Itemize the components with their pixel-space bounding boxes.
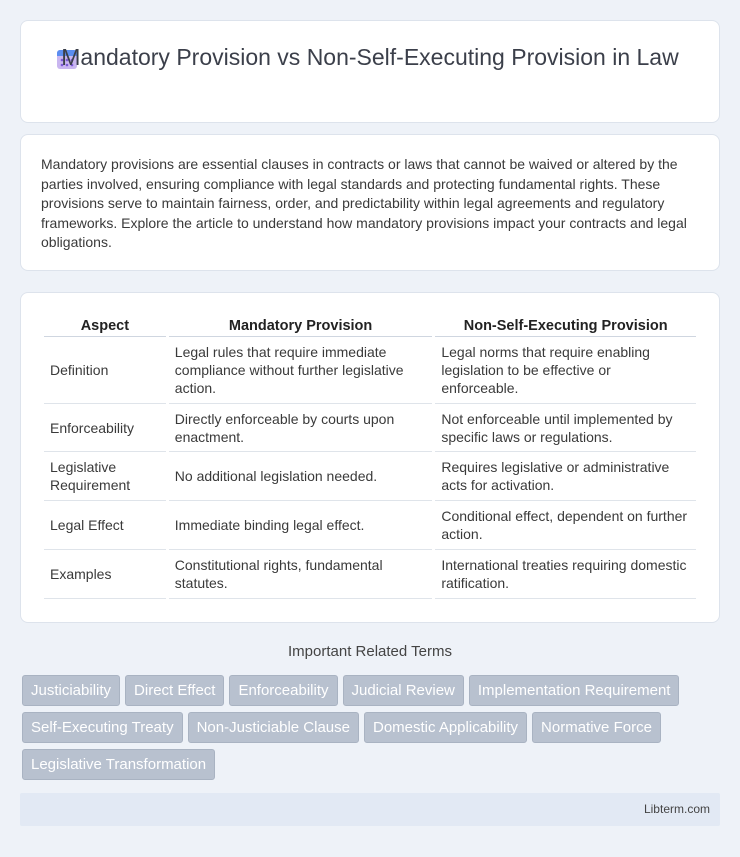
header-aspect: Aspect — [44, 315, 166, 337]
tag-judicial-review[interactable]: Judicial Review — [343, 675, 464, 706]
table-header-row — [44, 315, 696, 337]
table-row — [44, 452, 696, 501]
row-non-self-executing: Conditional effect, dependent on further action. — [435, 501, 696, 550]
row-aspect: Legal Effect — [44, 501, 166, 550]
table-row — [44, 501, 696, 550]
related-terms-list — [22, 675, 722, 786]
tag-self-executing-treaty[interactable]: Self-Executing Treaty — [22, 712, 183, 743]
intro-card — [20, 134, 720, 271]
row-mandatory: Legal rules that require immediate compliance without further legislative action. — [169, 337, 433, 404]
tag-domestic-applicability[interactable]: Domestic Applicability — [364, 712, 527, 743]
intro-paragraph: Mandatory provisions are essential clauses in contracts or laws that cannot be waived or altered by the parties involved, ensuring compliance with legal standards and protecting fundamental rights. These provisions serve to maintain fairness, order, and predictability within legal agreements and regulatory frameworks. Explore the article to understand how mandatory provisions impact your contracts and legal obligations. — [41, 156, 687, 251]
row-non-self-executing: Not enforceable until implemented by specific laws or regulations. — [435, 404, 696, 452]
page-title: Mandatory Provision vs Non-Self-Executing Provision in Law — [61, 44, 679, 70]
row-mandatory: No additional legislation needed. — [169, 452, 433, 501]
tag-justiciability[interactable]: Justiciability — [22, 675, 120, 706]
row-mandatory: Constitutional rights, fundamental statutes. — [169, 550, 433, 599]
tag-non-justiciable-clause[interactable]: Non-Justiciable Clause — [188, 712, 359, 743]
row-non-self-executing: Legal norms that require enabling legislation to be effective or enforceable. — [435, 337, 696, 404]
table-row — [44, 550, 696, 599]
row-aspect: Definition — [44, 337, 166, 404]
tag-direct-effect[interactable]: Direct Effect — [125, 675, 224, 706]
header-non-self-executing-provision: Non-Self-Executing Provision — [435, 315, 696, 337]
header-mandatory-provision: Mandatory Provision — [169, 315, 433, 337]
row-aspect: Enforceability — [44, 404, 166, 452]
related-terms-heading: Important Related Terms — [288, 643, 452, 660]
comparison-card — [20, 292, 720, 623]
tag-implementation-requirement[interactable]: Implementation Requirement — [469, 675, 680, 706]
row-non-self-executing: Requires legislative or administrative acts for activation. — [435, 452, 696, 501]
tag-legislative-transformation[interactable]: Legislative Transformation — [22, 749, 215, 780]
footer-brand-link[interactable]: Libterm.com — [643, 802, 710, 816]
comparison-table — [41, 315, 699, 599]
tag-enforceability[interactable]: Enforceability — [229, 675, 337, 706]
row-non-self-executing: International treaties requiring domestic ratification. — [435, 550, 696, 599]
row-aspect: Examples — [44, 550, 166, 599]
tag-normative-force[interactable]: Normative Force — [532, 712, 661, 743]
table-row — [44, 337, 696, 404]
row-mandatory: Immediate binding legal effect. — [169, 501, 433, 550]
table-row — [44, 404, 696, 452]
footer — [20, 793, 720, 826]
title-card — [20, 20, 720, 123]
row-mandatory: Directly enforceable by courts upon enactment. — [169, 404, 433, 452]
row-aspect: Legislative Requirement — [44, 452, 166, 501]
